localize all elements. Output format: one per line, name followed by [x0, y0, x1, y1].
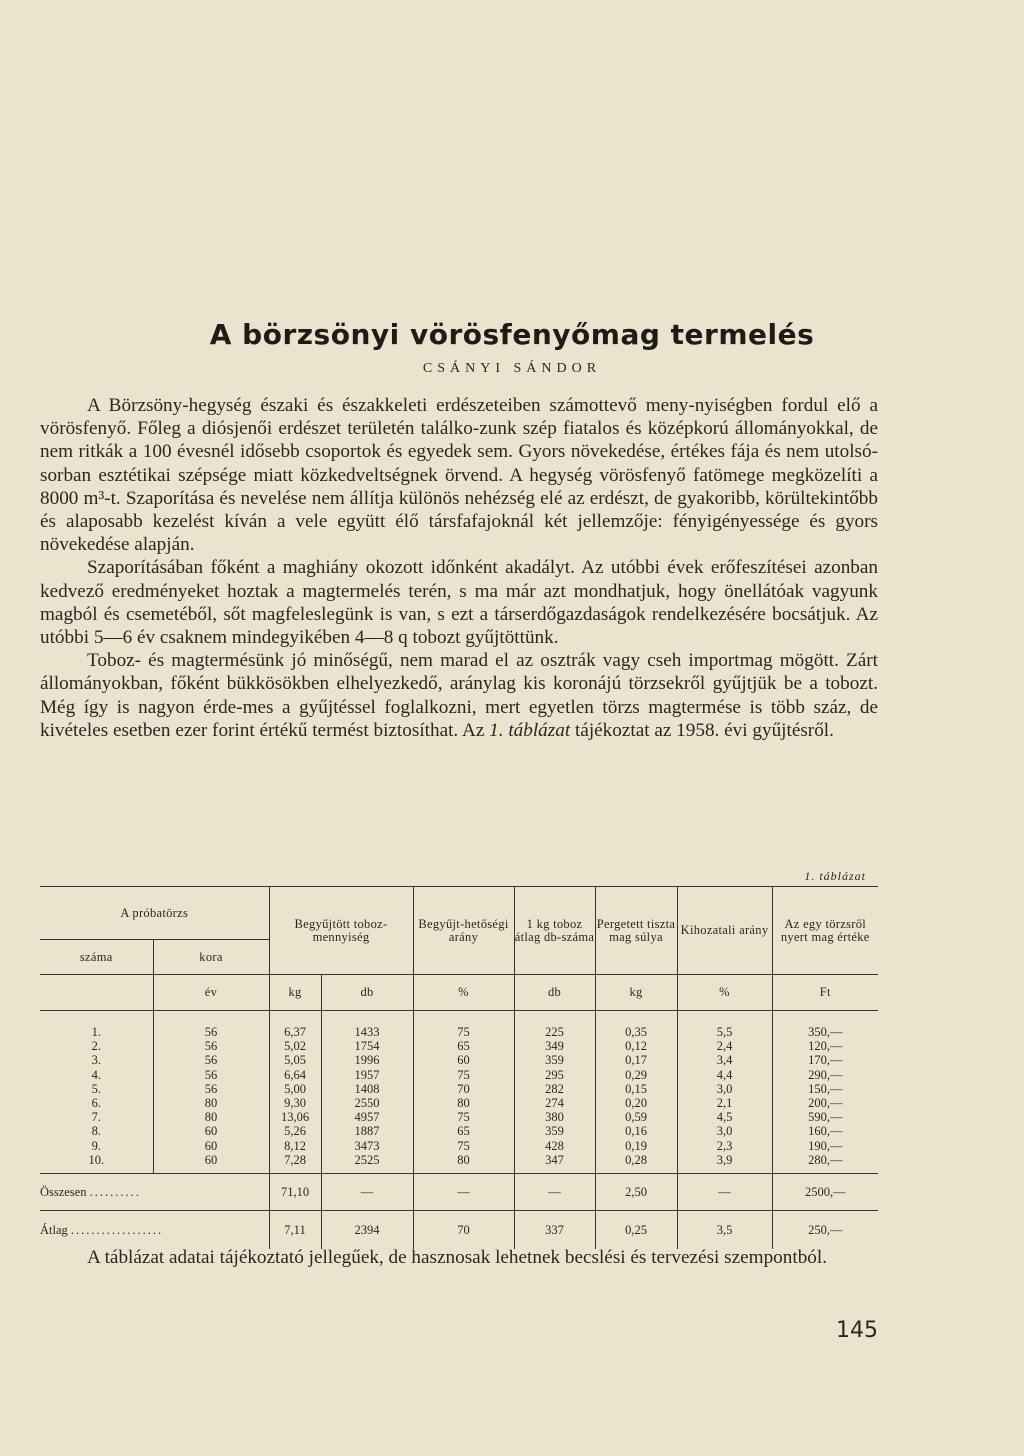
total-ft: 2500,—	[772, 1174, 878, 1211]
cell-arany: 3,4	[677, 1053, 772, 1067]
table-row	[40, 1082, 878, 1096]
cell-db2: 380	[514, 1110, 595, 1124]
cell-pct: 75	[413, 1068, 514, 1082]
table-row	[40, 1039, 878, 1053]
cell-kg: 5,00	[269, 1082, 321, 1096]
cell-kora: 56	[153, 1082, 269, 1096]
cell-db2: 295	[514, 1068, 595, 1082]
cell-ft: 280,—	[772, 1153, 878, 1167]
cell-kg: 5,05	[269, 1053, 321, 1067]
average-dots: ..................	[70, 1222, 164, 1237]
author-name: CSÁNYI SÁNDOR	[422, 361, 602, 376]
cell-arany: 2,4	[677, 1039, 772, 1053]
cell-kg: 6,64	[269, 1068, 321, 1082]
spacer-row	[40, 1011, 878, 1026]
table-row	[40, 1096, 878, 1110]
cell-kora: 56	[153, 1025, 269, 1039]
cell-arany: 2,1	[677, 1096, 772, 1110]
table-row	[40, 1025, 878, 1039]
cell-ft: 590,—	[772, 1110, 878, 1124]
average-label-cell	[40, 1211, 269, 1250]
cell-db2: 349	[514, 1039, 595, 1053]
cell-szama: 1.	[91, 1025, 101, 1039]
cell-mag: 0,35	[595, 1025, 677, 1039]
cell-arany: 5,5	[677, 1025, 772, 1039]
average-db: 2394	[321, 1211, 413, 1250]
table-row	[40, 1068, 878, 1082]
cell-ft: 290,—	[772, 1068, 878, 1082]
table-label: 1. táblázat	[804, 869, 866, 883]
average-arany: 3,5	[677, 1211, 772, 1250]
cell-ft: 350,—	[772, 1025, 878, 1039]
total-pct: —	[413, 1174, 514, 1211]
cell-szama: 10.	[88, 1152, 105, 1167]
cell-szama: 6.	[91, 1096, 101, 1111]
header-kg-toboz: 1 kg toboz átlag db-száma	[514, 887, 595, 975]
cell-szama: 9.	[91, 1138, 101, 1153]
cell-szama: 3.	[91, 1053, 101, 1068]
total-mag: 2,50	[595, 1174, 677, 1211]
total-kg: 71,10	[269, 1174, 321, 1211]
cell-szama: 2.	[91, 1039, 101, 1054]
unit-db: db	[321, 975, 413, 1011]
cell-pct: 70	[413, 1082, 514, 1096]
cell-mag: 0,20	[595, 1096, 677, 1110]
cell-ft: 120,—	[772, 1039, 878, 1053]
cell-db2: 225	[514, 1025, 595, 1039]
cell-kora: 80	[153, 1096, 269, 1110]
cell-mag: 0,16	[595, 1124, 677, 1138]
cell-db: 4957	[321, 1110, 413, 1124]
header-begyujthetosegi: Begyűjt-hetőségi arány	[413, 887, 514, 975]
header-probatorzs: A próbatörzs	[120, 905, 189, 920]
average-ft: 250,—	[772, 1211, 878, 1250]
cell-kg: 8,12	[269, 1139, 321, 1153]
average-db2: 337	[514, 1211, 595, 1250]
cell-db2: 282	[514, 1082, 595, 1096]
cell-ft: 170,—	[772, 1053, 878, 1067]
cell-db2: 274	[514, 1096, 595, 1110]
total-label-cell	[40, 1174, 153, 1211]
cell-mag: 0,15	[595, 1082, 677, 1096]
cell-pct: 80	[413, 1096, 514, 1110]
cell-kg: 9,30	[269, 1096, 321, 1110]
unit-pct2: %	[677, 975, 772, 1011]
data-rows	[40, 1011, 878, 1174]
cell-szama: 4.	[91, 1067, 101, 1082]
table-row	[40, 1110, 878, 1124]
unit-kg: kg	[269, 975, 321, 1011]
unit-ft: Ft	[772, 975, 878, 1011]
cell-kora: 56	[153, 1039, 269, 1053]
cell-kg: 13,06	[269, 1110, 321, 1124]
cell-kg: 7,28	[269, 1153, 321, 1167]
table-row	[40, 1153, 878, 1167]
cell-kg: 5,26	[269, 1124, 321, 1138]
cell-kora: 56	[153, 1068, 269, 1082]
table-reference: 1. táblázat	[489, 719, 571, 741]
cell-mag: 0,28	[595, 1153, 677, 1167]
cell-pct: 80	[413, 1153, 514, 1167]
cell-szama: 8.	[91, 1124, 101, 1139]
closing-text	[40, 1246, 878, 1269]
average-kg: 7,11	[269, 1211, 321, 1250]
cell-mag: 0,12	[595, 1039, 677, 1053]
article-title: A börzsönyi vörösfenyőmag termelés	[209, 318, 815, 351]
average-mag: 0,25	[595, 1211, 677, 1250]
cell-db2: 359	[514, 1124, 595, 1138]
cell-db: 1887	[321, 1124, 413, 1138]
cell-pct: 65	[413, 1039, 514, 1053]
cell-kora: 60	[153, 1153, 269, 1167]
paragraph-3-end: tájékoztat az 1958. évi gyűjtésről.	[574, 719, 834, 741]
spacer-cell	[40, 1011, 153, 1026]
cell-mag: 0,19	[595, 1139, 677, 1153]
cell-mag: 0,17	[595, 1053, 677, 1067]
article-body	[40, 394, 878, 742]
unit-pct: %	[413, 975, 514, 1011]
cell-ft: 150,—	[772, 1082, 878, 1096]
cell-db2: 347	[514, 1153, 595, 1167]
cell-db: 2550	[321, 1096, 413, 1110]
cell-kora: 56	[153, 1053, 269, 1067]
data-table	[40, 886, 878, 1249]
header-szama: száma	[40, 940, 153, 975]
cell-db2: 359	[514, 1053, 595, 1067]
cell-db: 3473	[321, 1139, 413, 1153]
total-db2: —	[514, 1174, 595, 1211]
unit-kg2: kg	[595, 975, 677, 1011]
total-label: Összesen	[40, 1184, 87, 1199]
total-row	[40, 1174, 878, 1211]
cell-db: 1408	[321, 1082, 413, 1096]
unit-ev: év	[153, 975, 269, 1011]
closing-paragraph: A táblázat adatai tájékoztató jellegűek, de hasznosak lehetnek becslési és tervezési szempontból.	[87, 1247, 828, 1268]
table-row	[40, 1124, 878, 1138]
total-arany: —	[677, 1174, 772, 1211]
paragraph-3	[40, 649, 878, 742]
table-row	[40, 1053, 878, 1067]
units-blank	[40, 975, 153, 1011]
cell-arany: 4,4	[677, 1068, 772, 1082]
cell-szama: 5.	[91, 1081, 101, 1096]
cell-kg: 6,37	[269, 1025, 321, 1039]
cell-db: 1433	[321, 1025, 413, 1039]
cell-arany: 2,3	[677, 1139, 772, 1153]
cell-arany: 3,0	[677, 1124, 772, 1138]
total-dots: ..........	[89, 1184, 141, 1199]
header-row-1	[40, 887, 878, 940]
table-row	[40, 1139, 878, 1153]
cell-kora: 80	[153, 1110, 269, 1124]
average-label: Átlag	[40, 1222, 68, 1237]
cell-mag: 0,29	[595, 1068, 677, 1082]
units-row	[40, 975, 878, 1011]
cell-ft: 200,—	[772, 1096, 878, 1110]
header-kora: kora	[153, 940, 269, 975]
cell-arany: 4,5	[677, 1110, 772, 1124]
cell-mag: 0,59	[595, 1110, 677, 1124]
cell-db2: 428	[514, 1139, 595, 1153]
paragraph-1: A Börzsöny-hegység északi és északkeleti erdészeteiben számottevő meny-nyiségben fordul elő a vörösfenyő. Főleg a diósjenői erdészet területén találko-zunk szép fiatalos és középkorú állományokkal, de nem ritkák a 100 évesnél idősebb csoportok és egyedek sem. Gyors növekedése, értékes fája és nem utolsó-sorban esztétikai szépsége miatt közkedveltségnek örvend. A hegység vörösfenyő fatömege megközelíti a 8000 m³-t. Szaporítása és nevelése nem állítja különös nehézség elé az erdészt, de gyakoribb, körültekintőbb és alaposabb kezelést kíván a vele együtt élő társfafajoknál két jellemzője: fényigényessége és gyors növekedése alapján.	[40, 395, 878, 556]
cell-pct: 75	[413, 1110, 514, 1124]
cell-kora: 60	[153, 1124, 269, 1138]
cell-db: 1957	[321, 1068, 413, 1082]
page-number: 145	[836, 1318, 878, 1343]
cell-ft: 160,—	[772, 1124, 878, 1138]
average-pct: 70	[413, 1211, 514, 1250]
cell-pct: 60	[413, 1053, 514, 1067]
cell-db: 1996	[321, 1053, 413, 1067]
header-pergetett: Pergetett tiszta mag súlya	[595, 887, 677, 975]
total-kora	[153, 1174, 269, 1211]
cell-db: 2525	[321, 1153, 413, 1167]
total-db: —	[321, 1174, 413, 1211]
cell-arany: 3,9	[677, 1153, 772, 1167]
cell-pct: 65	[413, 1124, 514, 1138]
paragraph-3-text: Toboz- és magtermésünk jó minőségű, nem marad el az osztrák vagy cseh importmag mögött. Zárt állományokban, főként bükkösökben elhelyezkedő, aránylag kis koronájú törzsekről gyűjtjük be a tobozt. Még így is nagyon érde-mes a gyűjtéssel foglalkozni, mert egyetlen törzs magtermése is több száz, de kivételes esetben ezer forint értékű termést biztosíthat. Az	[40, 650, 878, 741]
cell-ft: 190,—	[772, 1139, 878, 1153]
cell-arany: 3,0	[677, 1082, 772, 1096]
header-begyujtott: Begyűjtött toboz-mennyiség	[269, 887, 413, 975]
cell-pct: 75	[413, 1025, 514, 1039]
header-az-egy: Az egy törzsről nyert mag értéke	[772, 887, 878, 975]
average-row	[40, 1211, 878, 1250]
header-kihozatali: Kihozatali arány	[677, 887, 772, 975]
cell-kora: 60	[153, 1139, 269, 1153]
cell-pct: 75	[413, 1139, 514, 1153]
cell-db: 1754	[321, 1039, 413, 1053]
cell-szama: 7.	[91, 1110, 101, 1125]
paragraph-2: Szaporításában főként a maghiány okozott időnként akadályt. Az utóbbi évek erőfeszítései azonban kedvező eredményeket hoztak a magtermelés terén, s ma már azt mondhatjuk, hogy önellátóak vagyunk magból és csemetéből, sőt magfeleslegünk is van, s ezt a társerdőgazdaságok rendelkezésére bocsátjuk. Az utóbbi 5—6 év csaknem mindegyikében 4—8 q tobozt gyűjtöttünk.	[40, 557, 878, 649]
unit-db2: db	[514, 975, 595, 1011]
cell-kg: 5,02	[269, 1039, 321, 1053]
